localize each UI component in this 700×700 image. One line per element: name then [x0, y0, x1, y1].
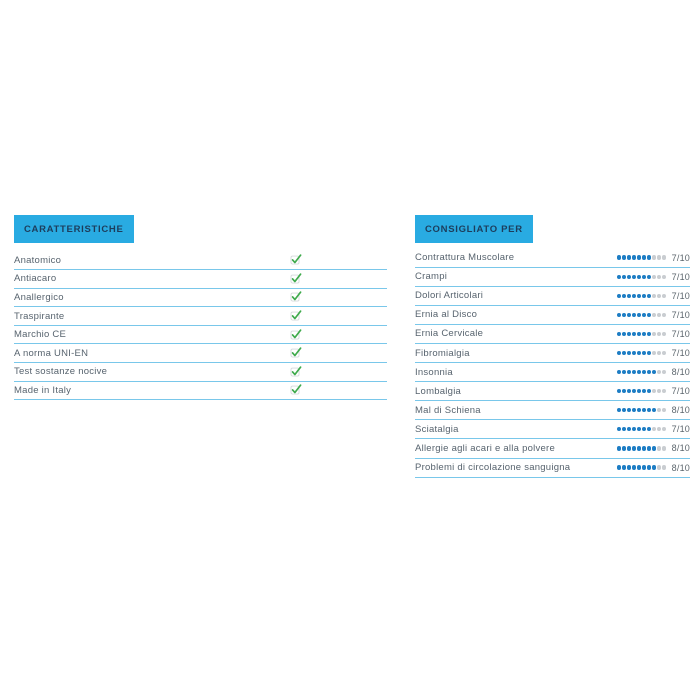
feature-list [14, 252, 387, 401]
rating-label: Contrattura Muscolare [415, 252, 515, 264]
rating-dot [657, 255, 661, 259]
rating-dot [662, 389, 666, 393]
rating-dot [617, 446, 621, 450]
feature-row [14, 363, 387, 382]
rating-row [415, 325, 690, 344]
rating-dot [662, 465, 666, 469]
rating-dot [642, 313, 646, 317]
rating-dot [627, 370, 631, 374]
rating-dot [622, 389, 626, 393]
rating-dot [622, 427, 626, 431]
rating-dot [662, 294, 666, 298]
rating-dot [647, 294, 651, 298]
rating-indicator [617, 272, 690, 282]
rating-dot [642, 255, 646, 259]
rating-dot [642, 275, 646, 279]
rating-dot [657, 370, 661, 374]
rating-label: Allergie agli acari e alla polvere [415, 442, 555, 454]
rating-dot [647, 255, 651, 259]
check-icon [290, 328, 302, 340]
rating-dot [617, 370, 621, 374]
feature-row [14, 252, 387, 271]
rating-dot [642, 351, 646, 355]
check-icon [290, 347, 302, 359]
caratteristiche-header: CARATTERISTICHE [14, 215, 134, 243]
rating-score: 7/10 [671, 252, 690, 263]
rating-dot [632, 389, 636, 393]
rating-dots [617, 294, 666, 298]
rating-dot [647, 427, 651, 431]
rating-dot [637, 446, 641, 450]
rating-dot [627, 446, 631, 450]
rating-dot [632, 408, 636, 412]
rating-dot [637, 389, 641, 393]
rating-row [415, 459, 690, 478]
rating-score: 8/10 [671, 462, 690, 473]
rating-dot [632, 255, 636, 259]
rating-dot [652, 446, 656, 450]
feature-label: Anatomico [14, 254, 62, 266]
rating-dot [617, 275, 621, 279]
rating-dot [662, 255, 666, 259]
rating-label: Dolori Articolari [415, 290, 484, 302]
feature-row [14, 289, 387, 308]
consigliato-panel [415, 215, 690, 478]
rating-row [415, 287, 690, 306]
rating-dot [647, 446, 651, 450]
rating-dot [652, 351, 656, 355]
rating-dot [657, 332, 661, 336]
rating-dot [642, 446, 646, 450]
rating-dot [627, 275, 631, 279]
rating-row [415, 344, 690, 363]
check-icon [290, 291, 302, 303]
rating-label: Ernia al Disco [415, 309, 478, 321]
rating-dot [617, 255, 621, 259]
rating-dot [622, 313, 626, 317]
rating-dot [622, 446, 626, 450]
feature-row [14, 270, 387, 289]
rating-dot [622, 465, 626, 469]
rating-dot [652, 294, 656, 298]
check-icon [290, 365, 302, 377]
rating-dot [617, 313, 621, 317]
rating-dot [642, 465, 646, 469]
rating-dot [642, 427, 646, 431]
rating-dot [627, 408, 631, 412]
rating-score: 8/10 [671, 405, 690, 416]
rating-dot [642, 389, 646, 393]
feature-label: A norma UNI-EN [14, 347, 89, 359]
rating-dot [652, 408, 656, 412]
rating-dot [652, 332, 656, 336]
rating-dot [622, 351, 626, 355]
caratteristiche-panel [14, 215, 387, 400]
rating-dots [617, 332, 666, 336]
rating-dots [617, 313, 666, 317]
rating-dot [637, 408, 641, 412]
rating-dot [632, 313, 636, 317]
rating-dot [647, 332, 651, 336]
rating-dot [637, 351, 641, 355]
rating-indicator [617, 367, 690, 377]
rating-score: 7/10 [671, 271, 690, 282]
rating-row [415, 401, 690, 420]
rating-dot [617, 427, 621, 431]
rating-label: Sciatalgia [415, 423, 459, 435]
rating-indicator [617, 253, 690, 263]
rating-dot [627, 465, 631, 469]
rating-indicator [617, 443, 690, 453]
rating-label: Crampi [415, 271, 448, 283]
rating-dots [617, 351, 666, 355]
rating-dot [642, 370, 646, 374]
rating-dot [637, 313, 641, 317]
rating-label: Lombalgia [415, 385, 462, 397]
rating-row [415, 382, 690, 401]
rating-dot [657, 408, 661, 412]
feature-row [14, 344, 387, 363]
rating-dot [617, 294, 621, 298]
rating-dot [632, 351, 636, 355]
rating-dot [632, 370, 636, 374]
rating-dot [657, 427, 661, 431]
rating-dot [627, 255, 631, 259]
rating-dot [622, 370, 626, 374]
rating-dot [647, 465, 651, 469]
feature-row [14, 307, 387, 326]
rating-dot [627, 427, 631, 431]
check-icon [290, 272, 302, 284]
rating-score: 7/10 [671, 328, 690, 339]
rating-dot [632, 427, 636, 431]
rating-dot [632, 446, 636, 450]
rating-score: 7/10 [671, 309, 690, 320]
rating-dot [622, 294, 626, 298]
rating-row [415, 249, 690, 268]
rating-dots [617, 389, 666, 393]
rating-dot [662, 446, 666, 450]
rating-dot [657, 389, 661, 393]
rating-row [415, 268, 690, 287]
rating-dot [637, 275, 641, 279]
rating-indicator [617, 386, 690, 396]
rating-dot [627, 389, 631, 393]
rating-dot [647, 351, 651, 355]
rating-label: Insonnia [415, 366, 453, 378]
rating-score: 7/10 [671, 348, 690, 359]
rating-dot [652, 465, 656, 469]
rating-row [415, 439, 690, 458]
rating-dot [632, 465, 636, 469]
rating-indicator [617, 463, 690, 473]
rating-dot [662, 370, 666, 374]
rating-dots [617, 465, 666, 469]
rating-dot [657, 275, 661, 279]
rating-label: Mal di Schiena [415, 404, 481, 416]
rating-dot [647, 408, 651, 412]
consigliato-header: CONSIGLIATO PER [415, 215, 533, 243]
rating-label: Problemi di circolazione sanguigna [415, 462, 571, 474]
rating-dot [657, 465, 661, 469]
rating-indicator [617, 405, 690, 415]
rating-dot [617, 465, 621, 469]
rating-dot [622, 332, 626, 336]
rating-indicator [617, 291, 690, 301]
rating-dot [662, 408, 666, 412]
rating-row [415, 363, 690, 382]
check-icon [290, 310, 302, 322]
rating-dot [617, 389, 621, 393]
rating-dot [617, 408, 621, 412]
rating-list [415, 249, 690, 478]
rating-indicator [617, 329, 690, 339]
rating-dot [637, 294, 641, 298]
check-icon [290, 384, 302, 396]
rating-dot [647, 275, 651, 279]
rating-dot [632, 294, 636, 298]
rating-dot [617, 332, 621, 336]
rating-dot [642, 294, 646, 298]
rating-dots [617, 255, 666, 259]
rating-dot [627, 294, 631, 298]
rating-score: 7/10 [671, 290, 690, 301]
rating-score: 7/10 [671, 386, 690, 397]
rating-dot [627, 313, 631, 317]
rating-row [415, 420, 690, 439]
rating-dot [657, 313, 661, 317]
rating-dot [652, 313, 656, 317]
rating-dot [642, 332, 646, 336]
feature-label: Antiacaro [14, 273, 57, 285]
rating-dot [622, 408, 626, 412]
rating-dot [662, 332, 666, 336]
rating-dot [662, 313, 666, 317]
rating-indicator [617, 310, 690, 320]
rating-row [415, 306, 690, 325]
rating-dot [642, 408, 646, 412]
rating-dots [617, 446, 666, 450]
rating-dots [617, 427, 666, 431]
rating-dot [652, 370, 656, 374]
feature-label: Made in Italy [14, 384, 72, 396]
rating-dot [657, 351, 661, 355]
rating-score: 7/10 [671, 424, 690, 435]
rating-dot [657, 446, 661, 450]
rating-indicator [617, 424, 690, 434]
rating-dot [637, 255, 641, 259]
rating-dot [652, 255, 656, 259]
rating-dot [652, 427, 656, 431]
feature-label: Anallergico [14, 291, 64, 303]
rating-dot [627, 332, 631, 336]
rating-dots [617, 275, 666, 279]
rating-dot [622, 275, 626, 279]
check-icon [290, 254, 302, 266]
feature-label: Test sostanze nocive [14, 366, 108, 378]
rating-dot [627, 351, 631, 355]
rating-dot [637, 370, 641, 374]
rating-dot [622, 255, 626, 259]
rating-dot [662, 351, 666, 355]
rating-dot [652, 275, 656, 279]
rating-score: 8/10 [671, 367, 690, 378]
rating-dot [647, 313, 651, 317]
feature-row [14, 382, 387, 401]
rating-dot [637, 427, 641, 431]
rating-dot [632, 275, 636, 279]
rating-dot [647, 370, 651, 374]
rating-dot [637, 465, 641, 469]
rating-dot [662, 427, 666, 431]
feature-row [14, 326, 387, 345]
rating-label: Fibromialgia [415, 347, 470, 359]
rating-dot [657, 294, 661, 298]
feature-label: Marchio CE [14, 329, 67, 341]
rating-label: Ernia Cervicale [415, 328, 484, 340]
feature-label: Traspirante [14, 310, 65, 322]
rating-dot [637, 332, 641, 336]
rating-score: 8/10 [671, 443, 690, 454]
rating-dot [647, 389, 651, 393]
rating-dot [632, 332, 636, 336]
rating-dot [662, 275, 666, 279]
rating-dots [617, 370, 666, 374]
rating-dots [617, 408, 666, 412]
rating-dot [617, 351, 621, 355]
rating-indicator [617, 348, 690, 358]
rating-dot [652, 389, 656, 393]
